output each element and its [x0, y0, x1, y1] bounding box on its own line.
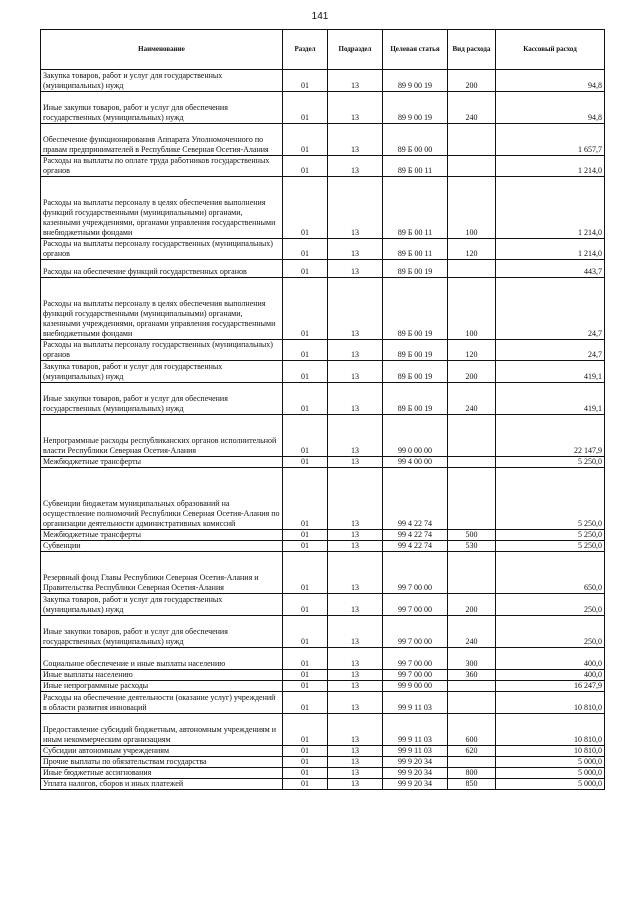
cell-name: Закупка товаров, работ и услуг для государственных (муниципальных) нужд — [41, 361, 283, 383]
cell-expense-type: 200 — [448, 361, 496, 383]
cell-cash-expense: 1 214,0 — [496, 156, 605, 177]
cell-name: Закупка товаров, работ и услуг для государственных (муниципальных) нужд — [41, 70, 283, 92]
cell-subsection: 13 — [328, 260, 383, 278]
cell-target-item: 99 9 00 00 — [383, 681, 448, 692]
cell-section: 01 — [283, 768, 328, 779]
column-header-subsection: Подраздел — [328, 30, 383, 70]
cell-target-item: 99 7 00 00 — [383, 616, 448, 648]
cell-cash-expense: 10 810,0 — [496, 714, 605, 746]
cell-name: Расходы на выплаты персоналу государственных (муниципальных) органов — [41, 239, 283, 260]
cell-target-item: 99 7 00 00 — [383, 648, 448, 670]
cell-cash-expense: 1 214,0 — [496, 177, 605, 239]
cell-subsection: 13 — [328, 340, 383, 361]
column-header-name: Наименование — [41, 30, 283, 70]
cell-name: Расходы на выплаты персоналу в целях обеспечения выполнения функций государственными (муниципальными) органами, казенными учреждениями, органами управления государственными внебюджетными фондами — [41, 278, 283, 340]
cell-name: Расходы на обеспечение функций государственных органов — [41, 260, 283, 278]
cell-name: Социальное обеспечение и иные выплаты населению — [41, 648, 283, 670]
cell-expense-type: 600 — [448, 714, 496, 746]
cell-target-item: 89 Б 00 11 — [383, 239, 448, 260]
cell-name: Субсидии автономным учреждениям — [41, 746, 283, 757]
table-row — [41, 177, 605, 239]
cell-subsection: 13 — [328, 648, 383, 670]
cell-subsection: 13 — [328, 681, 383, 692]
cell-section: 01 — [283, 616, 328, 648]
cell-section: 01 — [283, 757, 328, 768]
cell-expense-type — [448, 681, 496, 692]
cell-target-item: 89 Б 00 19 — [383, 340, 448, 361]
cell-cash-expense: 250,0 — [496, 616, 605, 648]
budget-expense-table — [40, 29, 605, 790]
table-row — [41, 92, 605, 124]
cell-expense-type — [448, 260, 496, 278]
table-row — [41, 648, 605, 670]
cell-cash-expense: 10 810,0 — [496, 746, 605, 757]
cell-target-item: 99 0 00 00 — [383, 415, 448, 457]
cell-name: Закупка товаров, работ и услуг для государственных (муниципальных) нужд — [41, 594, 283, 616]
table-row — [41, 616, 605, 648]
cell-section: 01 — [283, 648, 328, 670]
cell-cash-expense: 419,1 — [496, 383, 605, 415]
table-row — [41, 260, 605, 278]
table-row — [41, 468, 605, 530]
cell-cash-expense: 5 250,0 — [496, 541, 605, 552]
cell-expense-type: 360 — [448, 670, 496, 681]
cell-expense-type — [448, 468, 496, 530]
cell-section: 01 — [283, 92, 328, 124]
cell-cash-expense: 400,0 — [496, 670, 605, 681]
table-row — [41, 457, 605, 468]
cell-subsection: 13 — [328, 156, 383, 177]
table-row — [41, 124, 605, 156]
cell-subsection: 13 — [328, 768, 383, 779]
cell-name: Межбюджетные трансферты — [41, 530, 283, 541]
cell-target-item: 99 4 22 74 — [383, 530, 448, 541]
cell-target-item: 89 Б 00 19 — [383, 361, 448, 383]
table-row — [41, 541, 605, 552]
cell-name: Иные закупки товаров, работ и услуг для обеспечения государственных (муниципальных) нужд — [41, 616, 283, 648]
table-row — [41, 340, 605, 361]
cell-section: 01 — [283, 746, 328, 757]
cell-name: Иные закупки товаров, работ и услуг для обеспечения государственных (муниципальных) нужд — [41, 92, 283, 124]
cell-section: 01 — [283, 70, 328, 92]
cell-cash-expense: 22 147,9 — [496, 415, 605, 457]
cell-cash-expense: 5 250,0 — [496, 468, 605, 530]
cell-cash-expense: 5 250,0 — [496, 530, 605, 541]
cell-expense-type: 240 — [448, 92, 496, 124]
cell-subsection: 13 — [328, 383, 383, 415]
cell-target-item: 99 9 20 34 — [383, 768, 448, 779]
table-header-row — [41, 30, 605, 70]
cell-subsection: 13 — [328, 541, 383, 552]
cell-expense-type: 240 — [448, 383, 496, 415]
cell-subsection: 13 — [328, 616, 383, 648]
cell-expense-type: 200 — [448, 594, 496, 616]
cell-name: Обеспечение функционирования Аппарата Уполномоченного по правам предпринимателей в Республике Северная Осетия-Алания — [41, 124, 283, 156]
cell-section: 01 — [283, 278, 328, 340]
cell-section: 01 — [283, 260, 328, 278]
cell-name: Межбюджетные трансферты — [41, 457, 283, 468]
cell-expense-type — [448, 415, 496, 457]
cell-section: 01 — [283, 530, 328, 541]
cell-target-item: 99 7 00 00 — [383, 594, 448, 616]
cell-section: 01 — [283, 383, 328, 415]
cell-target-item: 99 9 11 03 — [383, 714, 448, 746]
cell-cash-expense: 24,7 — [496, 278, 605, 340]
cell-subsection: 13 — [328, 670, 383, 681]
cell-section: 01 — [283, 457, 328, 468]
cell-target-item: 89 Б 00 19 — [383, 260, 448, 278]
cell-target-item: 89 9 00 19 — [383, 92, 448, 124]
table-row — [41, 552, 605, 594]
cell-expense-type: 100 — [448, 177, 496, 239]
cell-name: Расходы на обеспечение деятельности (оказание услуг) учреждений в области развития инноваций — [41, 692, 283, 714]
cell-name: Прочие выплаты по обязательствам государства — [41, 757, 283, 768]
cell-name: Иные непрограммные расходы — [41, 681, 283, 692]
cell-target-item: 99 9 20 34 — [383, 779, 448, 790]
cell-section: 01 — [283, 681, 328, 692]
cell-name: Иные выплаты населению — [41, 670, 283, 681]
cell-name: Расходы на выплаты по оплате труда работников государственных органов — [41, 156, 283, 177]
table-row — [41, 779, 605, 790]
cell-section: 01 — [283, 361, 328, 383]
cell-section: 01 — [283, 714, 328, 746]
cell-expense-type: 620 — [448, 746, 496, 757]
cell-expense-type — [448, 156, 496, 177]
cell-section: 01 — [283, 156, 328, 177]
cell-target-item: 89 Б 00 19 — [383, 383, 448, 415]
cell-target-item: 99 7 00 00 — [383, 670, 448, 681]
table-row — [41, 530, 605, 541]
cell-cash-expense: 650,0 — [496, 552, 605, 594]
table-row — [41, 156, 605, 177]
cell-cash-expense: 94,8 — [496, 92, 605, 124]
cell-target-item: 89 Б 00 11 — [383, 177, 448, 239]
cell-cash-expense: 1 214,0 — [496, 239, 605, 260]
table-row — [41, 681, 605, 692]
cell-target-item: 99 9 11 03 — [383, 746, 448, 757]
cell-subsection: 13 — [328, 468, 383, 530]
cell-name: Иные бюджетные ассигнования — [41, 768, 283, 779]
column-header-expense-type: Вид расхода — [448, 30, 496, 70]
cell-section: 01 — [283, 779, 328, 790]
cell-cash-expense: 5 000,0 — [496, 757, 605, 768]
column-header-target-item: Целевая статья — [383, 30, 448, 70]
cell-target-item: 89 Б 00 11 — [383, 156, 448, 177]
cell-subsection: 13 — [328, 552, 383, 594]
cell-subsection: 13 — [328, 70, 383, 92]
cell-target-item: 89 Б 00 00 — [383, 124, 448, 156]
column-header-section: Раздел — [283, 30, 328, 70]
cell-expense-type: 100 — [448, 278, 496, 340]
cell-expense-type — [448, 457, 496, 468]
cell-name: Предоставление субсидий бюджетным, автономным учреждениям и иным некоммерческим организациям — [41, 714, 283, 746]
cell-cash-expense: 419,1 — [496, 361, 605, 383]
table-row — [41, 768, 605, 779]
table-row — [41, 594, 605, 616]
cell-target-item: 89 9 00 19 — [383, 70, 448, 92]
cell-cash-expense: 5 000,0 — [496, 768, 605, 779]
table-row — [41, 383, 605, 415]
cell-name: Иные закупки товаров, работ и услуг для обеспечения государственных (муниципальных) нужд — [41, 383, 283, 415]
cell-subsection: 13 — [328, 530, 383, 541]
cell-section: 01 — [283, 340, 328, 361]
cell-expense-type: 200 — [448, 70, 496, 92]
cell-cash-expense: 443,7 — [496, 260, 605, 278]
cell-target-item: 99 9 11 03 — [383, 692, 448, 714]
table-row — [41, 714, 605, 746]
column-header-cash-expense: Кассовый расход — [496, 30, 605, 70]
cell-subsection: 13 — [328, 361, 383, 383]
cell-section: 01 — [283, 124, 328, 156]
cell-subsection: 13 — [328, 779, 383, 790]
cell-expense-type: 120 — [448, 340, 496, 361]
cell-target-item: 89 Б 00 19 — [383, 278, 448, 340]
table-row — [41, 278, 605, 340]
cell-name: Резервный фонд Главы Республики Северная Осетия-Алания и Правительства Республики Северная Осетия-Алания — [41, 552, 283, 594]
table-row — [41, 415, 605, 457]
cell-subsection: 13 — [328, 92, 383, 124]
cell-subsection: 13 — [328, 714, 383, 746]
cell-expense-type — [448, 692, 496, 714]
cell-subsection: 13 — [328, 746, 383, 757]
cell-name: Субвенции — [41, 541, 283, 552]
cell-expense-type: 300 — [448, 648, 496, 670]
cell-expense-type — [448, 552, 496, 594]
cell-subsection: 13 — [328, 278, 383, 340]
page-number: 141 — [311, 11, 329, 22]
cell-subsection: 13 — [328, 177, 383, 239]
cell-subsection: 13 — [328, 594, 383, 616]
table-row — [41, 70, 605, 92]
cell-section: 01 — [283, 468, 328, 530]
cell-expense-type: 530 — [448, 541, 496, 552]
cell-expense-type — [448, 757, 496, 768]
cell-name: Расходы на выплаты персоналу в целях обеспечения выполнения функций государственными (муниципальными) органами, казенными учреждениями, органами управления государственными внебюджетными фондами — [41, 177, 283, 239]
cell-cash-expense: 5 250,0 — [496, 457, 605, 468]
cell-name: Непрограммные расходы республиканских органов исполнительной власти Республики Северная Осетия-Алания — [41, 415, 283, 457]
cell-expense-type: 800 — [448, 768, 496, 779]
cell-section: 01 — [283, 692, 328, 714]
cell-cash-expense: 24,7 — [496, 340, 605, 361]
cell-subsection: 13 — [328, 124, 383, 156]
cell-cash-expense: 10 810,0 — [496, 692, 605, 714]
table-row — [41, 670, 605, 681]
cell-section: 01 — [283, 552, 328, 594]
cell-expense-type: 240 — [448, 616, 496, 648]
cell-cash-expense: 5 000,0 — [496, 779, 605, 790]
table-row — [41, 692, 605, 714]
cell-cash-expense: 94,8 — [496, 70, 605, 92]
cell-cash-expense: 400,0 — [496, 648, 605, 670]
cell-subsection: 13 — [328, 692, 383, 714]
cell-target-item: 99 7 00 00 — [383, 552, 448, 594]
cell-section: 01 — [283, 670, 328, 681]
cell-cash-expense: 16 247,9 — [496, 681, 605, 692]
cell-section: 01 — [283, 239, 328, 260]
cell-cash-expense: 250,0 — [496, 594, 605, 616]
cell-name: Расходы на выплаты персоналу государственных (муниципальных) органов — [41, 340, 283, 361]
table-row — [41, 239, 605, 260]
cell-expense-type — [448, 124, 496, 156]
cell-cash-expense: 1 657,7 — [496, 124, 605, 156]
cell-section: 01 — [283, 415, 328, 457]
cell-subsection: 13 — [328, 757, 383, 768]
cell-subsection: 13 — [328, 239, 383, 260]
table-row — [41, 361, 605, 383]
cell-subsection: 13 — [328, 457, 383, 468]
cell-section: 01 — [283, 541, 328, 552]
cell-target-item: 99 4 22 74 — [383, 468, 448, 530]
cell-name: Уплата налогов, сборов и иных платежей — [41, 779, 283, 790]
cell-section: 01 — [283, 177, 328, 239]
cell-target-item: 99 4 00 00 — [383, 457, 448, 468]
table-row — [41, 746, 605, 757]
cell-expense-type: 500 — [448, 530, 496, 541]
cell-target-item: 99 4 22 74 — [383, 541, 448, 552]
cell-section: 01 — [283, 594, 328, 616]
cell-subsection: 13 — [328, 415, 383, 457]
cell-target-item: 99 9 20 34 — [383, 757, 448, 768]
cell-expense-type: 120 — [448, 239, 496, 260]
table-row — [41, 757, 605, 768]
cell-expense-type: 850 — [448, 779, 496, 790]
cell-name: Субвенции бюджетам муниципальных образований на осуществление полномочий Республики Северная Осетия-Алания по организации деятельности административных комиссий — [41, 468, 283, 530]
